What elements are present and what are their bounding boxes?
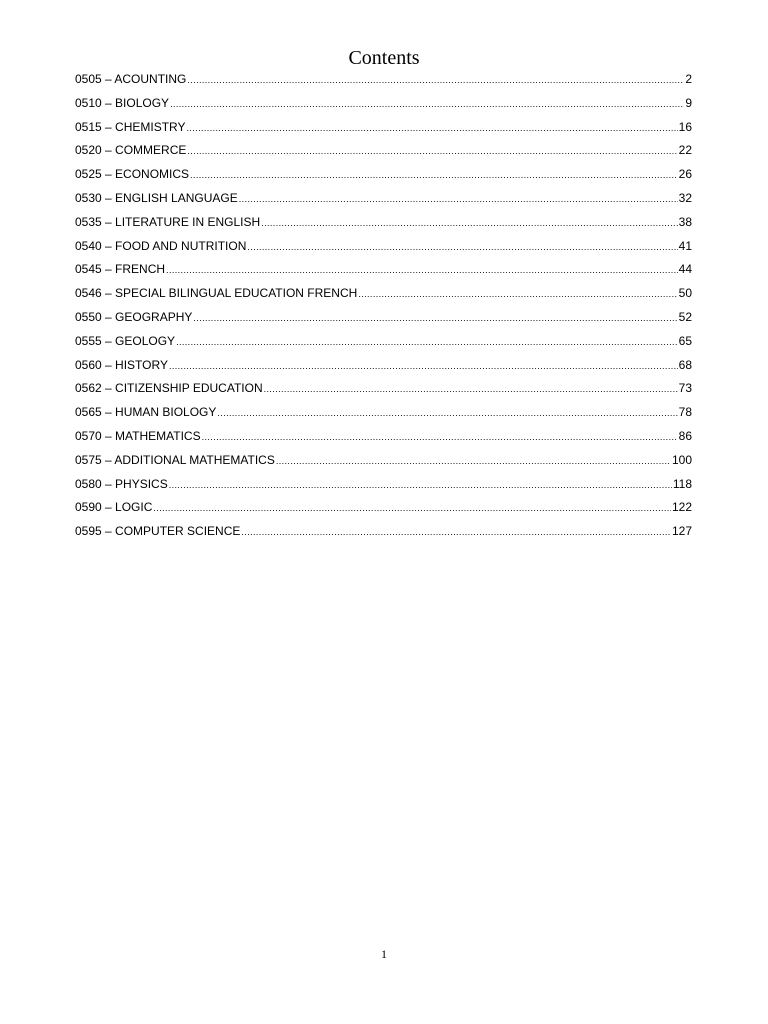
toc-entry-label: 0530 – ENGLISH LANGUAGE: [75, 190, 238, 205]
toc-dot-leader: [153, 497, 671, 521]
toc-entry[interactable]: [75, 116, 692, 140]
toc-dot-leader: [241, 521, 671, 545]
toc-entry[interactable]: [75, 68, 692, 92]
toc-dot-leader: [261, 212, 677, 236]
table-of-contents: [75, 68, 692, 544]
toc-entry[interactable]: [75, 258, 692, 282]
toc-dot-leader: [358, 283, 677, 307]
toc-entry-page: 26: [678, 167, 692, 182]
toc-dot-leader: [187, 140, 677, 164]
toc-entry[interactable]: [75, 211, 692, 235]
toc-entry-label: 0546 – SPECIAL BILINGUAL EDUCATION FRENCH: [75, 286, 358, 301]
toc-entry-page: 9: [685, 95, 692, 110]
toc-entry[interactable]: [75, 187, 692, 211]
toc-entry-label: 0575 – ADDITIONAL MATHEMATICS: [75, 452, 275, 467]
toc-dot-leader: [170, 93, 684, 117]
toc-entry-page: 78: [678, 405, 692, 420]
toc-entry-label: 0510 – BIOLOGY: [75, 95, 170, 110]
toc-entry-page: 73: [678, 381, 692, 396]
toc-entry[interactable]: [75, 401, 692, 425]
toc-entry-page: 100: [671, 452, 692, 467]
toc-entry-page: 50: [678, 286, 692, 301]
toc-entry-page: 38: [678, 214, 692, 229]
toc-entry-page: 68: [678, 357, 692, 372]
toc-entry-label: 0590 – LOGIC: [75, 500, 153, 515]
toc-entry[interactable]: [75, 163, 692, 187]
toc-entry[interactable]: [75, 92, 692, 116]
toc-dot-leader: [276, 450, 671, 474]
toc-dot-leader: [166, 259, 678, 283]
toc-entry[interactable]: [75, 520, 692, 544]
toc-dot-leader: [193, 307, 677, 331]
toc-dot-leader: [169, 474, 672, 498]
toc-entry[interactable]: [75, 473, 692, 497]
toc-entry-page: 65: [678, 333, 692, 348]
toc-entry-page: 52: [678, 309, 692, 324]
toc-entry-label: 0555 – GEOLOGY: [75, 333, 176, 348]
page-number: 1: [381, 947, 387, 961]
toc-entry[interactable]: [75, 354, 692, 378]
toc-entry-label: 0560 – HISTORY: [75, 357, 168, 372]
toc-dot-leader: [176, 331, 678, 355]
toc-dot-leader: [187, 69, 684, 93]
toc-entry-page: 118: [672, 476, 692, 491]
toc-dot-leader: [190, 164, 678, 188]
toc-entry[interactable]: [75, 496, 692, 520]
toc-entry-label: 0595 – COMPUTER SCIENCE: [75, 524, 241, 539]
toc-entry-page: 22: [678, 143, 692, 158]
toc-entry-page: 127: [671, 524, 692, 539]
toc-dot-leader: [239, 188, 678, 212]
toc-entry-label: 0540 – FOOD AND NUTRITION: [75, 238, 247, 253]
toc-entry-label: 0535 – LITERATURE IN ENGLISH: [75, 214, 261, 229]
toc-entry-label: 0505 – ACOUNTING: [75, 72, 187, 86]
toc-entry-label: 0545 – FRENCH: [75, 262, 166, 277]
toc-entry-page: 44: [678, 262, 692, 277]
toc-entry[interactable]: [75, 282, 692, 306]
toc-dot-leader: [169, 355, 678, 379]
toc-entry-label: 0550 – GEOGRAPHY: [75, 309, 193, 324]
toc-entry[interactable]: [75, 139, 692, 163]
toc-entry-label: 0525 – ECONOMICS: [75, 167, 190, 182]
toc-dot-leader: [264, 378, 678, 402]
toc-entry-page: 86: [678, 428, 692, 443]
toc-entry[interactable]: [75, 377, 692, 401]
toc-dot-leader: [217, 402, 677, 426]
toc-entry-label: 0520 – COMMERCE: [75, 143, 187, 158]
toc-dot-leader: [187, 117, 678, 141]
toc-entry-label: 0565 – HUMAN BIOLOGY: [75, 405, 217, 420]
toc-entry-label: 0580 – PHYSICS: [75, 476, 168, 491]
toc-entry-label: 0570 – MATHEMATICS: [75, 428, 201, 443]
page-title: Contents: [348, 47, 420, 69]
toc-entry[interactable]: [75, 330, 692, 354]
toc-entry[interactable]: [75, 425, 692, 449]
toc-entry-page: 122: [671, 500, 692, 515]
toc-entry-page: 41: [678, 238, 692, 253]
toc-dot-leader: [202, 426, 678, 450]
toc-entry-label: 0515 – CHEMISTRY: [75, 119, 186, 134]
toc-entry[interactable]: [75, 306, 692, 330]
toc-entry[interactable]: [75, 235, 692, 259]
toc-dot-leader: [247, 236, 677, 260]
toc-entry-page: 32: [678, 190, 692, 205]
toc-entry-page: 16: [678, 119, 692, 134]
toc-entry-page: 2: [685, 72, 692, 86]
toc-entry[interactable]: [75, 449, 692, 473]
toc-entry-label: 0562 – CITIZENSHIP EDUCATION: [75, 381, 263, 396]
